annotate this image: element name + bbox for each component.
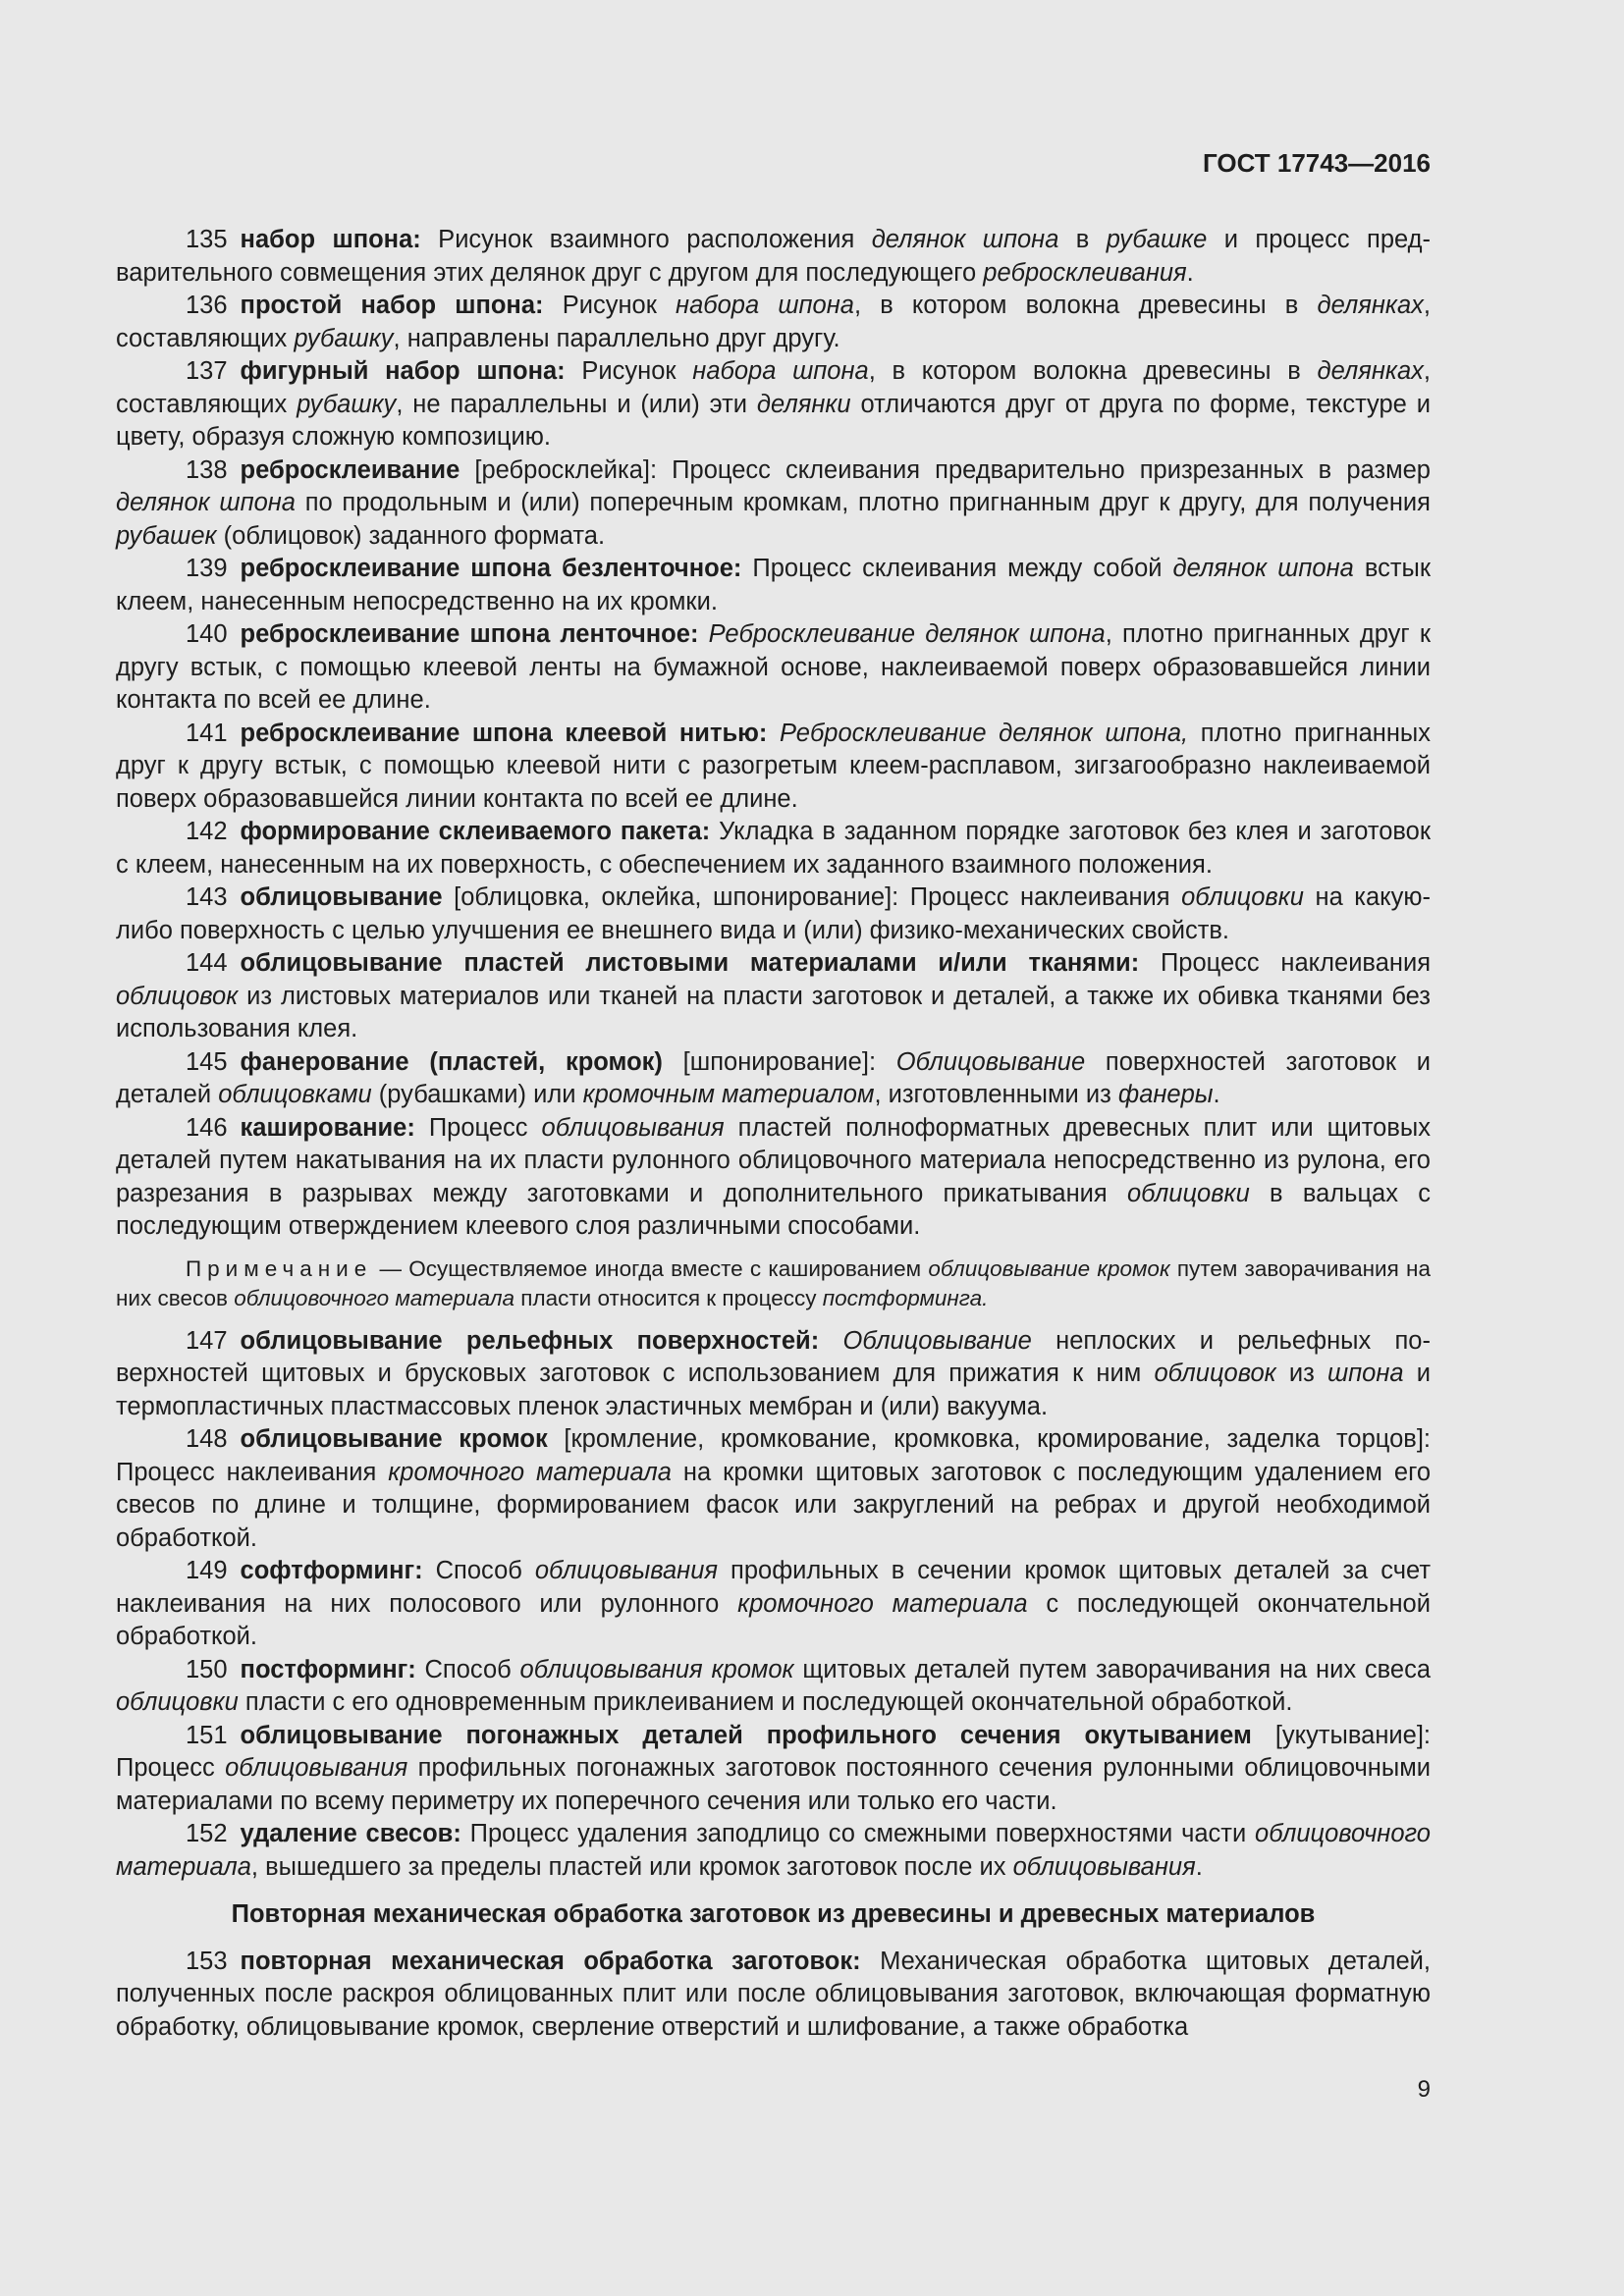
text-run: в xyxy=(1058,226,1107,253)
section-heading: Повторная механическая обработка заготовок из древесины и древесных материалов xyxy=(231,1900,1316,1928)
text-run: , составляющих xyxy=(116,357,1431,418)
term-reference: рубашку xyxy=(297,390,397,418)
term-reference: делянок шпона xyxy=(116,489,296,516)
term-reference: кромочного материала xyxy=(737,1589,1028,1618)
term-name: ребросклеивание шпона безленточное: xyxy=(240,555,742,582)
term-name: ребросклеивание шпона клеевой нитью: xyxy=(240,719,768,747)
term-entry xyxy=(116,947,1431,1046)
text-run: на кромки щитовых заготовок с последующим удалением его свесов по длине и толщине, формированием фасок или закруглений на ребрах и другой необходимой обработкой. xyxy=(116,1458,1431,1552)
text-run: [кромление, кромкование, кромковка, кромирование, заделка торцов]: Процесс наклеивания xyxy=(116,1425,1431,1486)
term-name: облицовывание рельефных поверхностей: xyxy=(240,1326,820,1355)
term-reference: фанеры xyxy=(1117,1081,1214,1108)
term-reference: рубашек xyxy=(116,521,217,550)
text-run xyxy=(698,620,708,648)
text-run: [облицовка, оклейка, шпонирование]: Процесс наклеивания xyxy=(442,883,1182,911)
term-reference: облицовки xyxy=(1181,883,1304,911)
term-entry xyxy=(116,224,1431,290)
entry-number: 142 xyxy=(186,818,228,845)
term-entry xyxy=(116,1818,1431,1884)
term-name: облицовывание пластей листовыми материалами и/или тканями: xyxy=(240,949,1140,977)
term-reference: облицовывания xyxy=(534,1557,719,1584)
text-run: Способ xyxy=(415,1655,520,1683)
text-run: . xyxy=(1186,258,1194,287)
term-name: постформинг: xyxy=(240,1655,416,1683)
note-label: Примечание xyxy=(186,1255,373,1281)
term-entry xyxy=(116,1046,1431,1112)
text-run: , направлены параллельно друг другу. xyxy=(393,324,840,352)
text-run: на какую-либо поверхность с целью улучшения ее внешнего вида и (или) физико-механических свойств. xyxy=(116,883,1431,944)
text-run: из листовых материалов или тканей на пласти заготовок и деталей, а также их обивка тканями без использования клея. xyxy=(116,982,1431,1042)
term-name: облицовывание кромок xyxy=(240,1425,548,1453)
entry-number: 143 xyxy=(186,883,228,911)
term-reference: облицовки xyxy=(1126,1179,1250,1207)
term-entry xyxy=(116,1946,1431,2045)
term-reference: Облицовывание xyxy=(842,1326,1032,1355)
text-run: (облицовок) заданного формата. xyxy=(216,521,606,550)
term-reference: делянок шпона xyxy=(871,226,1059,253)
term-entry xyxy=(116,290,1431,355)
text-run: пласти с его одновременным приклеиванием и последующей окончательной обработкой. xyxy=(238,1688,1293,1716)
text-run: — Осуществляемое иногда вместе с кашированием xyxy=(372,1255,929,1281)
text-run: и процесс предварительного совмещения этих делянок друг с другом для последующего xyxy=(116,226,1431,287)
entry-number: 150 xyxy=(186,1655,228,1683)
term-name: ребросклеивание xyxy=(240,455,460,484)
term-reference: делянок шпона xyxy=(1172,555,1354,582)
text-run: Укладка в заданном порядке заготовок без клея и заготовок с клеем, нанесенным на их поверхность, с обеспечением их заданного взаимного положения. xyxy=(116,818,1431,879)
term-reference: кромочного материала xyxy=(388,1458,672,1486)
text-run: с последующей окончательной обработкой. xyxy=(116,1589,1431,1650)
text-run: Рисунок взаимного расположения xyxy=(420,226,872,253)
text-run: и термопластичных пластмассовых пленок эластичных мембран и (или) вакуума. xyxy=(116,1360,1432,1420)
text-run: , изготовленными из xyxy=(874,1081,1118,1108)
term-reference: облицовывания xyxy=(541,1113,725,1142)
text-run: в вальцах с последующим отверждением клеевого слоя различными способами. xyxy=(116,1179,1431,1240)
entry-number: 149 xyxy=(186,1557,228,1584)
text-run: [ребросклейка]: Процесс склеивания предварительно призрезанных в размер xyxy=(460,455,1431,484)
text-run: , в котором волокна древесины в xyxy=(853,292,1318,319)
term-entry xyxy=(116,1423,1431,1555)
entry-number: 152 xyxy=(186,1820,228,1847)
term-reference: делянках xyxy=(1317,357,1424,385)
text-run: . xyxy=(1195,1852,1203,1881)
terms-block-1 xyxy=(116,224,1431,1244)
text-run: . xyxy=(1213,1081,1220,1108)
entry-number: 136 xyxy=(186,292,228,319)
text-run: неплоских и рельефных поверхностей щитовых и брусковых заготовок с использованием для прижатия к ним xyxy=(116,1326,1431,1387)
term-name: облицовывание xyxy=(240,883,443,911)
entry-number: 151 xyxy=(186,1721,228,1749)
term-entry xyxy=(116,816,1431,881)
text-run xyxy=(819,1327,842,1355)
text-run: пластей полноформатных древесных плит или щитовых деталей путем накатывания на их пласти рулонного облицовочного материала непосредственно из рулона, его разрезания в разрывах между заготовками и дополнительного прикатывания xyxy=(116,1113,1431,1207)
term-reference: облицовок xyxy=(1154,1360,1276,1387)
text-run: [укутывание]: Процесс xyxy=(116,1721,1431,1782)
term-name: набор шпона: xyxy=(240,226,421,253)
text-run: Процесс xyxy=(414,1113,542,1142)
text-run: , вышедшего за пределы пластей или кромок заготовок после их xyxy=(250,1852,1013,1881)
term-reference: облицовок xyxy=(116,982,239,1010)
term-entry xyxy=(116,1325,1431,1424)
entry-number: 140 xyxy=(186,620,228,648)
text-run: Способ xyxy=(422,1557,535,1584)
text-run: по продольным и (или) поперечным кромкам, плотно пригнанным друг к другу, для получения xyxy=(296,489,1431,516)
text-run xyxy=(767,720,780,747)
term-reference: облицовками xyxy=(218,1081,372,1108)
term-entry xyxy=(116,1112,1431,1244)
term-entry xyxy=(116,454,1431,554)
term-reference: облицовывания xyxy=(225,1754,408,1782)
text-run: профильных в сечении кромок щитовых деталей за счет наклеивания на них полосового или рулонного xyxy=(116,1557,1431,1618)
entry-number: 137 xyxy=(186,357,228,385)
term-entry xyxy=(116,1654,1431,1720)
entry-number: 141 xyxy=(186,719,228,747)
term-entry xyxy=(116,355,1431,454)
entry-number: 147 xyxy=(186,1326,228,1355)
term-name: простой набор шпона: xyxy=(240,292,544,319)
term-reference: набора шпона xyxy=(692,357,869,385)
text-run: Механическая обработка щитовых деталей, полученных после раскроя облицованных плит или после облицовывания заготовок, включающая форматную обработку, облицовывание кромок, сверление отверстий и шлифование, а также обработка xyxy=(116,1947,1431,2041)
term-reference: делянки xyxy=(756,390,851,418)
term-name: софтформинг: xyxy=(240,1557,423,1584)
text-run: , не параллельны и (или) эти xyxy=(396,390,757,418)
text-run: , в котором волокна древесины в xyxy=(868,357,1318,385)
term-name: каширование: xyxy=(240,1113,415,1142)
text-run: Рисунок xyxy=(543,292,677,319)
entry-number: 153 xyxy=(186,1947,228,1975)
term-name: ребросклеивание шпона ленточное: xyxy=(240,620,699,648)
text-run: из xyxy=(1275,1360,1327,1387)
term-reference: рубашке xyxy=(1106,226,1208,253)
text-run: поверхностей заготовок и деталей xyxy=(116,1047,1432,1108)
term-name: формирование склеиваемого пакета: xyxy=(240,818,711,845)
entry-number: 145 xyxy=(186,1047,228,1076)
term-name: фанерование (пластей, кромок) xyxy=(240,1047,663,1076)
text-run: , составляющих xyxy=(116,292,1431,352)
text-run: Процесс наклеивания xyxy=(1139,949,1432,977)
text-run: (рубашками) или xyxy=(371,1081,583,1108)
term-entry xyxy=(116,718,1431,817)
text-run: Процесс склеивания между собой xyxy=(741,555,1173,582)
term-reference: облицовочного материала xyxy=(116,1820,1431,1881)
note-paragraph xyxy=(116,1255,1431,1313)
text-run: профильных погонажных заготовок постоянного сечения рулонными облицовочными материалами по всему периметру их поперечного сечения или только его части. xyxy=(116,1754,1431,1815)
term-reference: Ребросклеивание делянок шпона, xyxy=(780,719,1189,747)
text-run: встык клеем, нанесенным непосредственно на их кромки. xyxy=(116,555,1432,615)
term-entry xyxy=(116,553,1431,618)
text-run: отличаются друг от друга по форме, текстуре и цвету, образуя сложную композицию. xyxy=(116,390,1431,451)
term-reference: шпона xyxy=(1326,1360,1404,1387)
text-run: [шпонирование]: xyxy=(662,1047,896,1076)
term-reference: делянках xyxy=(1317,292,1424,319)
text-run: пласти относится к процессу xyxy=(514,1285,823,1310)
text-run: плотно пригнанных друг к другу встык, с помощью клеевой нити с разогретым клеем-расплавом, зигзагообразно наклеиваемой поверх образовавшейся линии контакта по всей ее длине. xyxy=(116,719,1431,813)
entry-number: 135 xyxy=(186,226,228,253)
text-run: путем заворачивания на них свесов xyxy=(116,1255,1431,1310)
text-run: , плотно пригнанных друг к другу встык, с помощью клеевой ленты на бумажной основе, наклеиваемой поверх образовавшейся линии контакта по всей ее длине. xyxy=(116,620,1431,714)
term-reference: постформинга. xyxy=(822,1285,989,1310)
page-number: 9 xyxy=(1417,2076,1431,2103)
term-reference: облицовочного материала xyxy=(234,1285,515,1310)
term-name: повторная механическая обработка заготовок: xyxy=(240,1947,861,1975)
term-reference: набора шпона xyxy=(676,292,854,319)
term-reference: облицовки xyxy=(116,1688,239,1716)
term-entry xyxy=(116,1555,1431,1654)
term-reference: Ребросклеивание делянок шпона xyxy=(708,620,1106,648)
entry-number: 148 xyxy=(186,1425,228,1453)
term-entry xyxy=(116,1720,1431,1819)
term-name: удаление свесов: xyxy=(240,1820,461,1847)
text-run: Процесс удаления заподлицо со смежными поверхностями части xyxy=(460,1820,1256,1847)
term-reference: кромочным материалом xyxy=(582,1081,875,1108)
term-reference: Облицовывание xyxy=(895,1047,1086,1076)
term-reference: облицовывания кромок xyxy=(519,1655,794,1683)
text-run: Рисунок xyxy=(565,357,693,385)
terms-block-3 xyxy=(116,1946,1431,2045)
term-reference: ребросклеивания xyxy=(983,258,1187,287)
term-reference: облицовывание кромок xyxy=(928,1255,1170,1281)
term-name: облицовывание погонажных деталей профильного сечения окутыванием xyxy=(240,1721,1252,1749)
entry-number: 139 xyxy=(186,555,228,582)
term-entry xyxy=(116,881,1431,947)
term-reference: облицовывания xyxy=(1012,1852,1196,1881)
document-id: ГОСТ 17743—2016 xyxy=(1203,148,1431,178)
entry-number: 138 xyxy=(186,455,228,484)
term-name: фигурный набор шпона: xyxy=(240,357,566,385)
document-body xyxy=(116,224,1431,2044)
term-reference: рубашку xyxy=(294,324,394,352)
terms-block-2 xyxy=(116,1325,1431,1885)
entry-number: 146 xyxy=(186,1113,228,1142)
term-entry xyxy=(116,618,1431,718)
text-run: щитовых деталей путем заворачивания на них свеса xyxy=(793,1655,1432,1683)
entry-number: 144 xyxy=(186,949,228,977)
